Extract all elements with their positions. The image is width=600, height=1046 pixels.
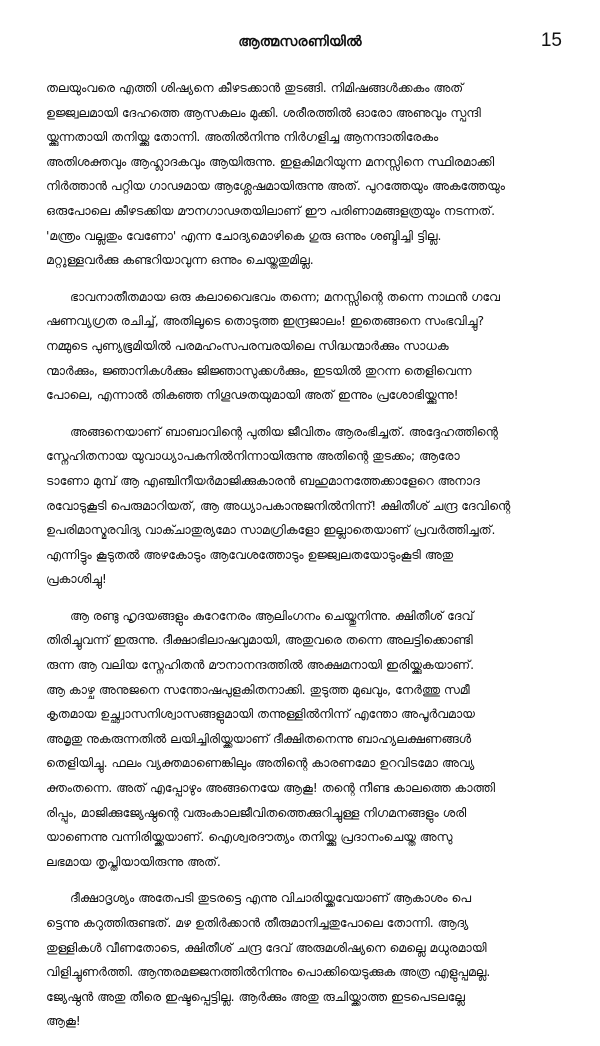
- text-line: വിളിച്ചുണർത്തി. ആന്തരമജ്ജനത്തിൽനിന്നും പൊക്കിയെടുക്കുക അത്ര എളുപ്പമല്ല.: [46, 964, 491, 980]
- text-line: അതിശക്തവും ആഹ്ലാദകവും ആയിരുന്നു. ഇളകിമറിയുന്ന മനസ്സിനെ സ്ഥിരമാക്കി: [46, 153, 495, 169]
- text-line: രവോടുകൂടി പെരുമാറിയത്, ആ അധ്യാപകാനുജനിൽനിന്ന്! ക്ഷിതീശ് ചന്ദ്ര ദേവിന്റെ: [46, 497, 511, 513]
- text-line: ആ രണ്ടു ഹൃദയങ്ങളും കുറേനേരം ആലിംഗനം ചെയ്തുനിന്നു. ക്ഷിതീശ് ദേവ്: [70, 607, 474, 623]
- text-line: തിരിച്ചുവന്ന് ഇരുന്നു. ദീക്ഷാഭിലാഷവുമായി, അതുവരെ തന്നെ അലട്ടിക്കൊണ്ടി: [46, 632, 473, 648]
- text-line: അങ്ങനെയാണ് ബാബാവിന്റെ പുതിയ ജീവിതം ആരംഭിച്ചത്. അദ്ദേഹത്തിന്റെ: [70, 423, 498, 439]
- text-line: നിർത്താൻ പറ്റിയ ഗാഢമായ ആശ്ലേഷമായിരുന്നു അത്. പുറത്തേയും അകത്തേയും: [46, 178, 505, 194]
- text-line: അമൃതു നുകരുന്നതിൽ ലയിച്ചിരിയ്ക്കയാണ് ദീക്ഷിതനെന്നു ബാഹ്യലക്ഷണങ്ങൾ: [46, 730, 472, 746]
- text-line: പോലെ, എന്നാൽ തികഞ്ഞ നിഗൂഢതയുമായി അത് ഇന്നും പ്രശോഭിയ്ക്കുന്നു!: [46, 387, 459, 403]
- text-line: തെളിയിച്ചു. ഫലം വ്യക്തമാണെങ്കിലും അതിന്റെ കാരണമോ ഉറവിടമോ അവ്യ: [46, 755, 475, 771]
- text-line: തലയുംവരെ എത്തി ശിഷ്യനെ കീഴടക്കാൻ തുടങ്ങി. നിമിഷങ്ങൾക്കകം അത്: [46, 80, 464, 95]
- paragraph-5: [46, 886, 562, 1034]
- text-line: ദീക്ഷാദൃശ്യം അതേപടി തുടരട്ടെ എന്നു വിചാരിയ്ക്കവേയാണ് ആകാശം പെ: [70, 890, 471, 906]
- text-line: പ്രകാശിച്ചു!: [46, 571, 107, 587]
- paragraph-3: [46, 420, 562, 592]
- text-line: മറ്റുള്ളവർക്കു കണ്ടറിയാവുന്ന ഒന്നും ചെയ്തതുമില്ല.: [46, 252, 314, 268]
- text-line: ഭാവനാതീതമായ ഒരു കലാവൈഭവം തന്നെ; മനസ്സിന്റെ തന്നെ നാഥൻ ഗവേ: [70, 288, 500, 304]
- paragraph-1: [46, 76, 562, 273]
- text-line: ജ്യേഷ്ഠൻ അതു തീരെ ഇഷ്ടപ്പെട്ടില്ല. ആർക്കും അതു രുചിയ്ക്കാത്ത ഇടപെടലല്ലേ: [46, 988, 465, 1004]
- paragraph-4: [46, 604, 562, 875]
- text-line: 'മന്ത്രം വല്ലതും വേണോ' എന്ന ചോദ്യമൊഴികെ ഗുരു ഒന്നും ശബ്ദിച്ചി ട്ടില്ല.: [46, 227, 442, 243]
- text-line: ഉജ്ജ്വലമായി ദേഹത്തെ ആസകലം മുക്കി. ശരീരത്തിൽ ഓരോ അണുവും സ്പന്ദി: [46, 104, 481, 120]
- text-line: ക്തംതന്നെ. അത് എപ്പോഴും അങ്ങനെയേ ആകൂ! തന്റെ നീണ്ട കാലത്തെ കാത്തി: [46, 780, 496, 796]
- text-line: രിപ്പും, മാജിക്കുജ്യേഷ്ഠന്റെ വരുംകാലജീവിതത്തെക്കുറിച്ചുള്ള നിഗമനങ്ങളും ശരി: [46, 804, 467, 820]
- page-header: [0, 32, 600, 56]
- text-line: ആകൂ!: [46, 1013, 81, 1029]
- text-line: ഉപരിമാസ്മരവിദ്യ വാക്ചാതുര്യമോ സാമഗ്രികളോ ഇല്ലാതെയാണ് പ്രവർത്തിച്ചത്.: [46, 522, 496, 538]
- text-line: എന്നിട്ടും കൂടുതൽ അഴകോടും ആവേശത്തോടും ഉജ്ജ്വലതയോടുംകൂടി അതു: [46, 546, 454, 562]
- text-line: കൃതമായ ഉച്ഛ്വാസനിശ്വാസങ്ങളുമായി തന്നുള്ളിൽനിന്ന് എന്തോ അപൂർവമായ: [46, 706, 475, 722]
- text-line: സ്നേഹിതനായ യുവാധ്യാപകനിൽനിന്നായിരുന്നു അതിന്റെ തുടക്കം; ആരോ: [46, 448, 460, 464]
- text-line: ട്ടെന്നു കറുത്തിരുണ്ടത്. മഴ ഉതിർക്കാൻ തീരുമാനിച്ചതുപോലെ തോന്നി. ആദ്യ: [46, 915, 469, 930]
- text-line: ന്മാർക്കും, ജ്ഞാനികൾക്കും ജിജ്ഞാസുക്കൾക്കും, ഇടയിൽ തുറന്ന തെളിവെന്ന: [46, 362, 472, 378]
- text-line: നമ്മുടെ പുണ്യഭൂമിയിൽ പരമഹംസപരമ്പരയിലെ സിദ്ധന്മാർക്കും സാധക: [46, 337, 449, 353]
- text-line: ലഭമായ തൃപ്തിയായിരുന്നു അത്.: [46, 853, 221, 869]
- paragraph-2: [46, 285, 562, 408]
- text-line: ആ കാഴ്ച അനുജനെ സന്തോഷപുളകിതനാക്കി. തുടുത്ത മുഖവും, നേർത്തു സമീ: [46, 681, 470, 697]
- text-line: യാണെന്നു വന്നിരിയ്ക്കയാണ്. ഐശ്വരദൗത്യം തനിയ്ക്കു പ്രദാനംചെയ്ത അസു: [46, 829, 453, 845]
- text-line: തുള്ളികൾ വീണതോടെ, ക്ഷിതീശ് ചന്ദ്ര ദേവ് അരുമശിഷ്യനെ മെല്ലെ മധുരമായി: [46, 939, 487, 955]
- page-number: 15: [540, 30, 562, 51]
- text-line: രുന്ന ആ വലിയ സ്നേഹിതൻ മൗനാനന്ദത്തിൽ അക്ഷമനായി ഇരിയ്ക്കുകയാണ്.: [46, 657, 475, 673]
- body-text: [46, 76, 562, 1046]
- text-line: യ്ക്കുന്നതായി തനിയ്ക്കു തോന്നി. അതിൽനിന്നു നിർഗളിച്ച ആനന്ദാതിരേകം: [46, 129, 439, 145]
- running-title: ആത്മസരണിയിൽ: [238, 34, 362, 50]
- text-line: ടാണോ മുമ്പ് ആ എഞ്ചിനീയർമാജിക്കുകാരൻ ബഹുമാനത്തേക്കാളേറെ അനാദ: [46, 472, 480, 488]
- text-line: ഒരുപോലെ കീഴടക്കിയ മൗനഗാഢതയിലാണ് ഈ പരിണാമങ്ങളത്രയും നടന്നത്.: [46, 202, 496, 218]
- text-line: ഷണവ്യഗ്രത രചിച്ച്, അതിലൂടെ തൊടുത്ത ഇന്ദ്രജാലം! ഇതെങ്ങനെ സംഭവിച്ചു?: [46, 313, 485, 329]
